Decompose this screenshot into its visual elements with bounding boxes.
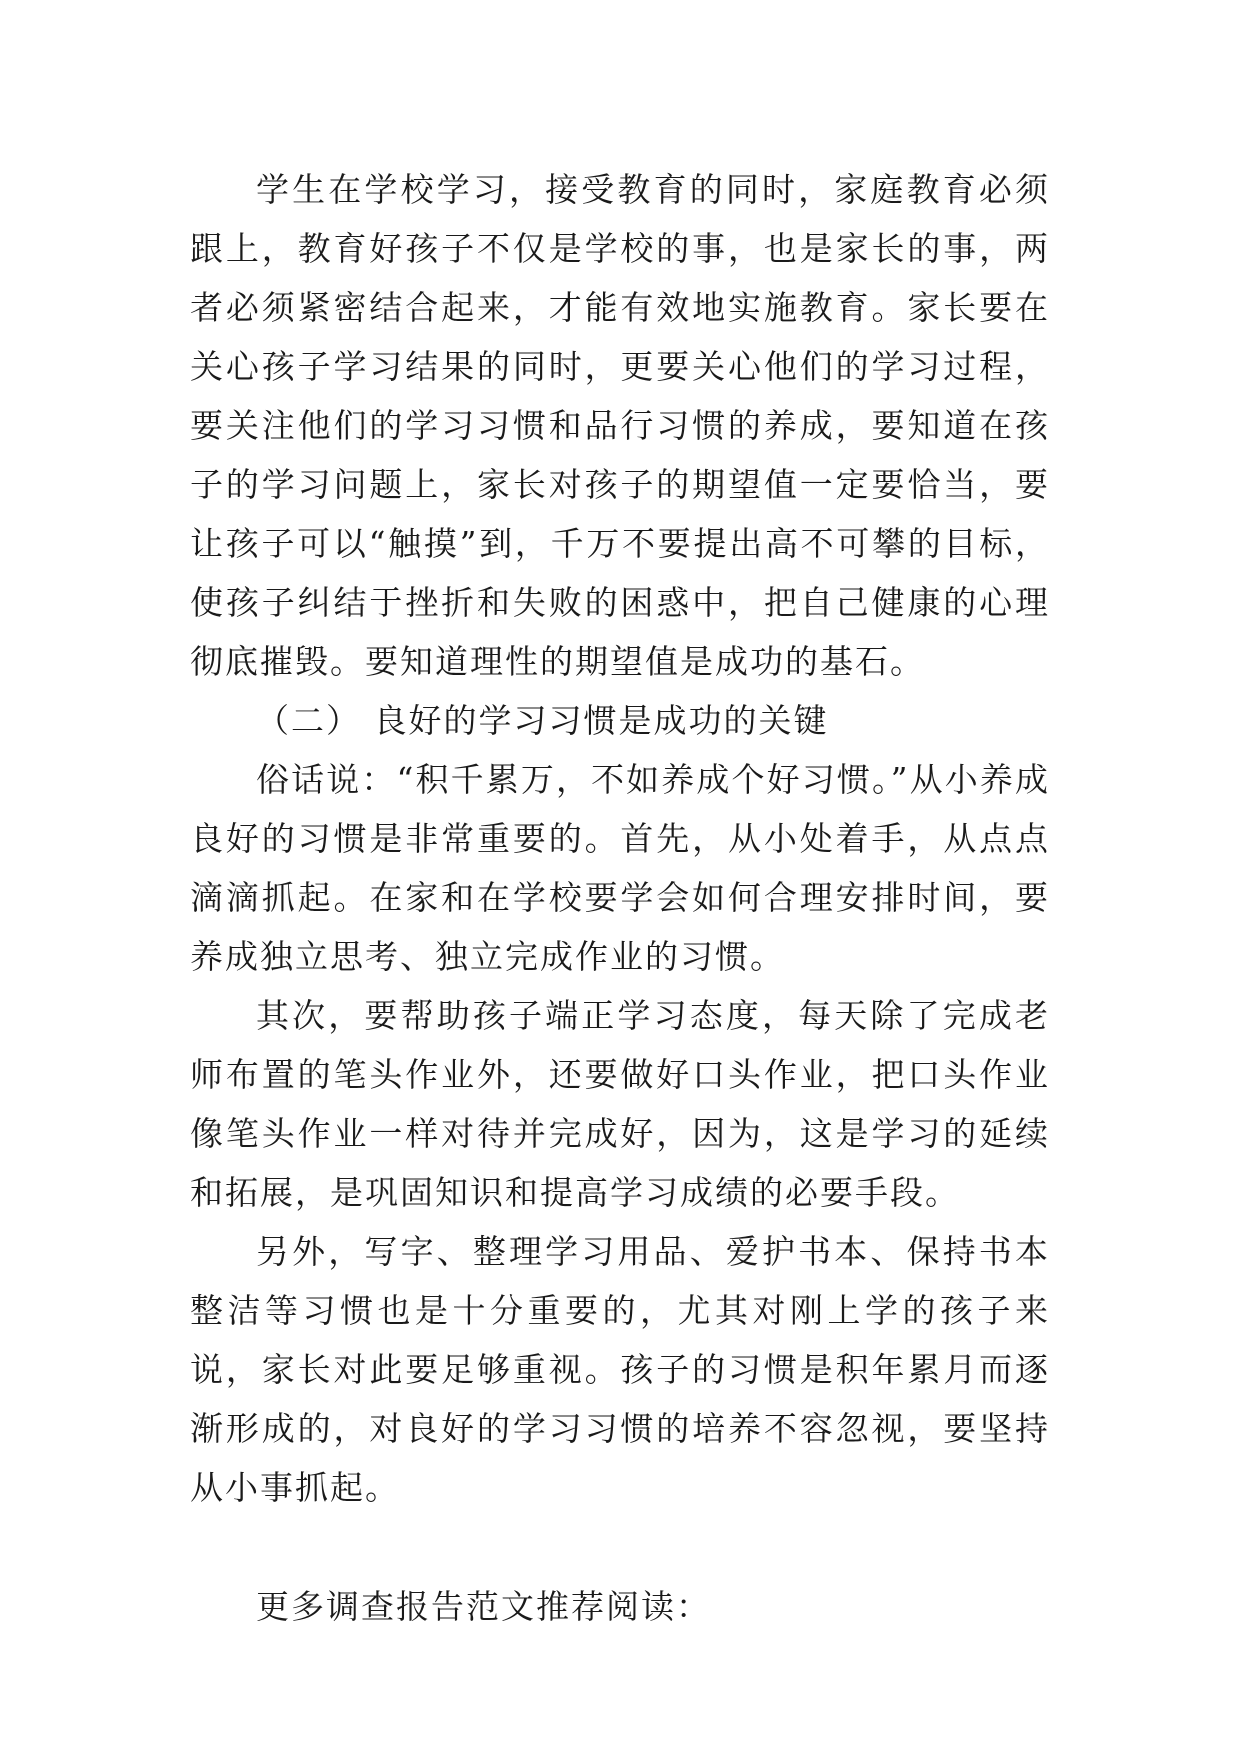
paragraph-second: 其次，要帮助孩子端正学习态度，每天除了完成老师布置的笔头作业外，还要做好口头作业，把口头作业像笔头作业一样对待并完成好，因为，这是学习的延续和拓展，是巩固知识和提高学习成绩的必要手段。 <box>190 996 1050 1212</box>
paragraph-proverb: 俗话说：“积千累万，不如养成个好习惯。”从小养成良好的习惯是非常重要的。首先，从小处着手，从点点滴滴抓起。在家和在学校要学会如何合理安排时间，要养成独立思考、独立完成作业的习惯。 <box>190 760 1050 976</box>
more-reading-label: 更多调查报告范文推荐阅读： <box>256 1587 711 1626</box>
paragraph-spacer <box>190 1517 1050 1577</box>
document-body <box>190 160 1050 1636</box>
section-heading-habits: （二） 良好的学习习惯是成功的关键 <box>256 701 829 740</box>
paragraph-family-education: 学生在学校学习，接受教育的同时，家庭教育必须跟上，教育好孩子不仅是学校的事，也是家长的事，两者必须紧密结合起来，才能有效地实施教育。家长要在关心孩子学习结果的同时，更要关心他们的学习过程，要关注他们的学习习惯和品行习惯的养成，要知道在孩子的学习问题上，家长对孩子的期望值一定要恰当，要让孩子可以“触摸”到，千万不要提出高不可攀的目标，使孩子纠结于挫折和失败的困惑中，把自己健康的心理彻底摧毁。要知道理性的期望值是成功的基石。 <box>190 170 1050 681</box>
paragraph-additional: 另外，写字、整理学习用品、爱护书本、保持书本整洁等习惯也是十分重要的，尤其对刚上学的孩子来说，家长对此要足够重视。孩子的习惯是积年累月而逐渐形成的，对良好的学习习惯的培养不容忽视，要坚持从小事抓起。 <box>190 1232 1050 1507</box>
